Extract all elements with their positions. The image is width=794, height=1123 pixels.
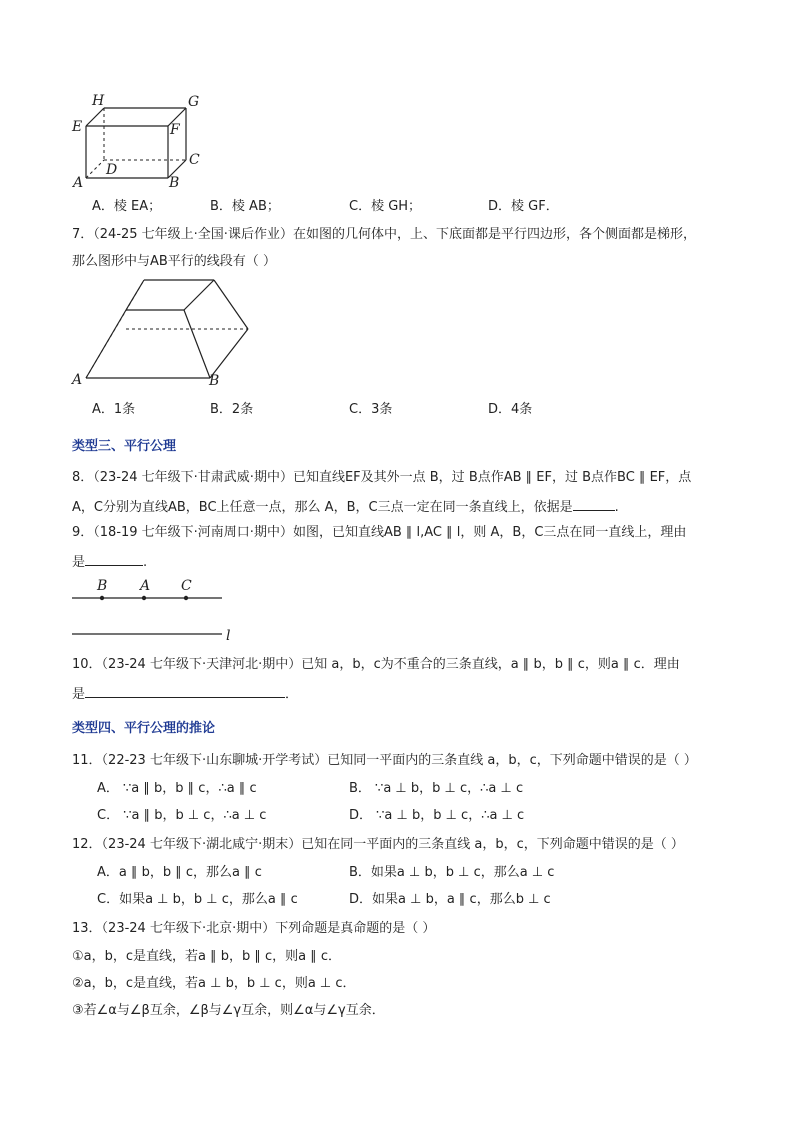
q9-stem-line1: 9．（18-19 七年级下·河南周口·期中）如图，已知直线AB ∥ l,AC ∥ l，则 A，B，C三点在同一直线上，理由 xyxy=(72,525,687,540)
q7-option-d[interactable]: D．4条 xyxy=(488,402,533,417)
q11-option-d[interactable]: D． ∵a ⊥ b，b ⊥ c，∴a ⊥ c xyxy=(349,808,525,823)
q8-stem-line2 xyxy=(72,496,619,517)
q7-option-a[interactable]: A．1条 xyxy=(92,402,136,417)
q13-item-1: ①a，b，c是直线，若a ∥ b，b ∥ c，则a ∥ c． xyxy=(72,949,342,964)
q7-option-c[interactable]: C．3条 xyxy=(349,402,393,417)
q11-option-a[interactable]: A． ∵a ∥ b，b ∥ c，∴a ∥ c xyxy=(97,781,257,796)
label-A: A xyxy=(73,175,84,190)
q10-stem-line1: 10．（23-24 七年级下·天津河北·期中）已知 a，b，c为不重合的三条直线，a ∥ b，b ∥ c，则a ∥ c．理由 xyxy=(72,657,680,672)
label-H: H xyxy=(92,93,105,109)
q6-option-a[interactable]: A．棱 EA； xyxy=(92,199,162,214)
cuboid-figure xyxy=(66,90,216,190)
q8-text: A，C分别为直线AB，BC上任意一点，那么 A，B，C三点一定在同一条直线上，依据是 xyxy=(72,500,573,515)
label-l: l xyxy=(226,628,231,644)
q13-item-2: ②a，b，c是直线，若a ⊥ b，b ⊥ c，则a ⊥ c． xyxy=(72,976,356,991)
q10-end: ． xyxy=(285,687,299,702)
q12-option-c[interactable]: C．如果a ⊥ b，b ⊥ c，那么a ∥ c xyxy=(97,892,298,907)
label-B: B xyxy=(209,373,220,389)
q12-option-a[interactable]: A．a ∥ b，b ∥ c，那么a ∥ c xyxy=(97,865,262,880)
answer-blank[interactable] xyxy=(85,683,285,698)
section-heading-3: 类型三、平行公理 xyxy=(72,439,177,454)
label-A: A xyxy=(140,578,151,594)
q7-stem-line1: 7．（24-25 七年级上·全国·课后作业）在如图的几何体中，上、下底面都是平行四边形，各个侧面都是梯形， xyxy=(72,227,696,242)
q10-stem-line2 xyxy=(72,683,298,704)
label-F: F xyxy=(170,122,180,138)
label-B: B xyxy=(97,578,108,594)
label-G: G xyxy=(188,94,200,110)
frustum-figure xyxy=(66,272,266,392)
label-E: E xyxy=(72,119,83,135)
answer-blank[interactable] xyxy=(85,551,143,566)
q8-end: . xyxy=(614,500,619,515)
label-C: C xyxy=(181,578,192,594)
q9-stem-line2 xyxy=(72,551,147,572)
q7-option-b[interactable]: B．2条 xyxy=(210,402,254,417)
q6-option-b[interactable]: B．棱 AB； xyxy=(210,199,280,214)
q12-stem: 12．（23-24 七年级下·湖北咸宁·期末）已知在同一平面内的三条直线 a，b，c，下列命题中错误的是（ ） xyxy=(72,837,684,852)
q8-stem-line1: 8．（23-24 七年级下·甘肃武威·期中）已知直线EF及其外一点 B，过 B点作AB ∥ EF，过 B点作BC ∥ EF，点 xyxy=(72,470,692,485)
q12-option-b[interactable]: B．如果a ⊥ b，b ⊥ c，那么a ⊥ c xyxy=(349,865,555,880)
section-heading-4: 类型四、平行公理的推论 xyxy=(72,721,216,736)
answer-blank[interactable] xyxy=(573,496,615,511)
label-B: B xyxy=(169,175,180,190)
q13-item-3: ③若∠α与∠β互余，∠β与∠γ互余，则∠α与∠γ互余． xyxy=(72,1003,385,1018)
q11-stem: 11．（22-23 七年级下·山东聊城·开学考试）已知同一平面内的三条直线 a，b，c，下列命题中错误的是（ ） xyxy=(72,753,697,768)
q7-stem-line2: 那么图形中与AB平行的线段有（ ） xyxy=(72,254,276,269)
parallel-lines-figure xyxy=(66,574,246,644)
label-D: D xyxy=(106,162,118,178)
q13-stem: 13．（23-24 七年级下·北京·期中）下列命题是真命题的是（ ） xyxy=(72,921,436,936)
q11-option-c[interactable]: C． ∵a ∥ b，b ⊥ c，∴a ⊥ c xyxy=(97,808,267,823)
q6-option-d[interactable]: D．棱 GF． xyxy=(488,199,559,214)
q9-text: 是 xyxy=(72,555,86,570)
q9-end: . xyxy=(143,555,148,570)
label-C: C xyxy=(189,152,200,168)
label-A: A xyxy=(72,372,83,388)
q6-option-c[interactable]: C．棱 GH； xyxy=(349,199,422,214)
q10-text: 是 xyxy=(72,687,86,702)
q12-option-d[interactable]: D．如果a ⊥ b，a ∥ c，那么b ⊥ c xyxy=(349,892,551,907)
q11-option-b[interactable]: B． ∵a ⊥ b，b ⊥ c，∴a ⊥ c xyxy=(349,781,524,796)
